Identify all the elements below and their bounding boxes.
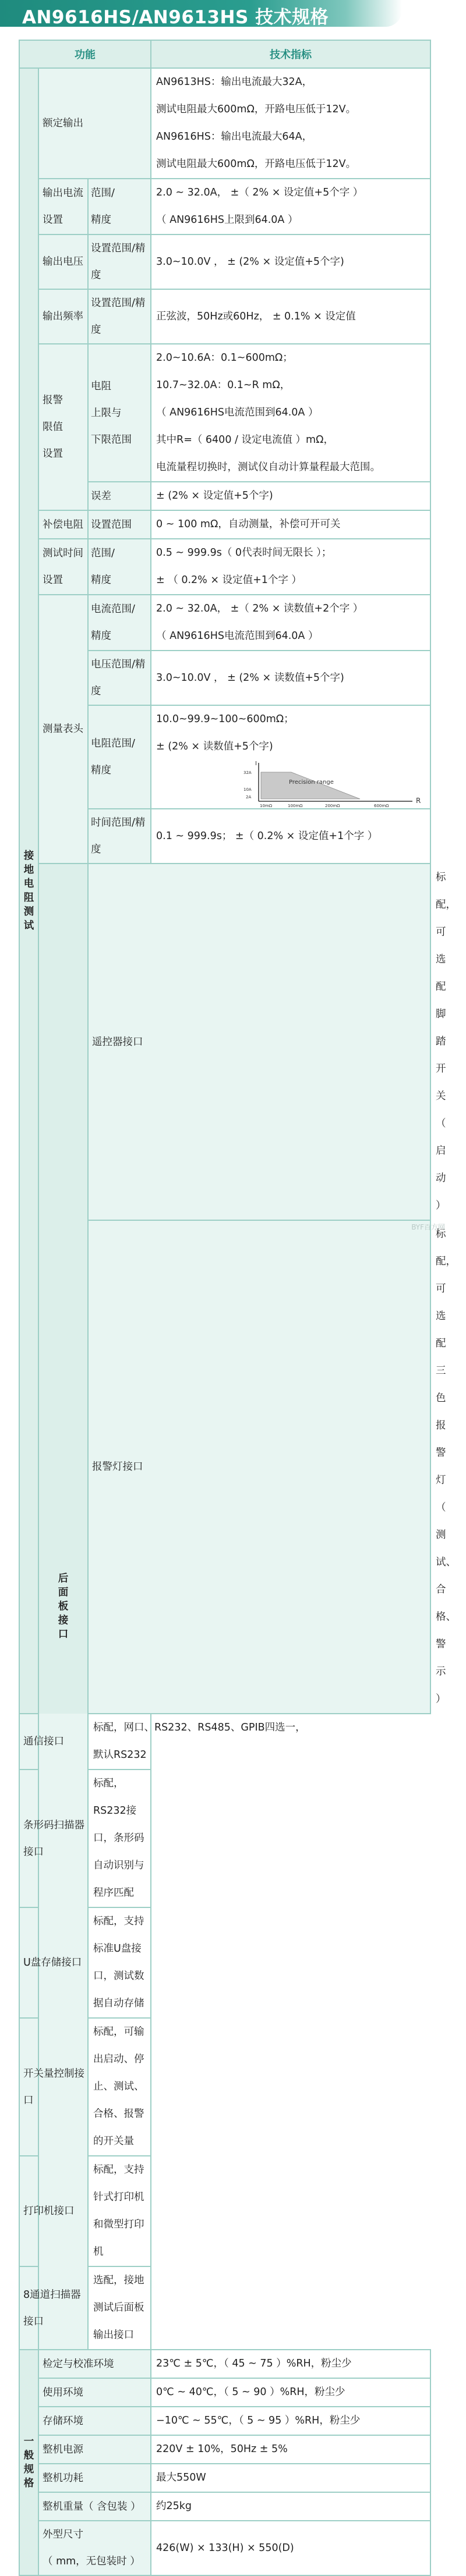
plot-x-tick: 200mΩ bbox=[325, 804, 340, 808]
sub-label-voltage: 设置范围/精度 bbox=[88, 234, 151, 289]
sub-label-meter-voltage: 电压范围/精度 bbox=[88, 651, 151, 705]
table-row: 后面板接口 遥控器接口 标配，可选配脚踏开关（ 启动 ） bbox=[19, 864, 430, 1220]
table-row bbox=[19, 344, 430, 482]
rear-label: 遥控器接口 bbox=[88, 864, 430, 1220]
table-row bbox=[19, 289, 430, 344]
rear-value: 标配，支持标准U盘接口，测试数据自动存储 bbox=[88, 1907, 151, 2018]
error-value: ± (2% × 设定值+5个字) bbox=[151, 482, 430, 510]
table-row bbox=[19, 510, 430, 539]
general-label: 检定与校准环境 bbox=[38, 2350, 151, 2378]
general-value: 最大550W bbox=[151, 2464, 430, 2492]
general-label: 存储环境 bbox=[38, 2407, 151, 2435]
table-row bbox=[19, 2266, 430, 2350]
table-row bbox=[19, 539, 430, 595]
table-row bbox=[19, 68, 430, 179]
plot-x-tick: 10mΩ bbox=[260, 804, 273, 808]
sub-label-time: 范围/ 精度 bbox=[88, 539, 151, 595]
sub-label-meter-resistance: 电阻范围/ 精度 bbox=[88, 705, 151, 809]
rear-label: 打印机接口 bbox=[19, 2156, 88, 2266]
header-function: 功能 bbox=[19, 40, 151, 68]
table-row bbox=[19, 2435, 430, 2464]
sub-label-comp: 设置范围 bbox=[88, 510, 151, 539]
rear-label: 通信接口 bbox=[19, 1714, 88, 1770]
section-rear: 后面板接口 bbox=[38, 864, 88, 2350]
sub-label-alarm: 电阻 上限与 下限范围 bbox=[88, 344, 151, 482]
rear-label: 报警灯接口 bbox=[88, 1220, 430, 1714]
plot-x-tick: 600mΩ bbox=[374, 804, 389, 808]
table-header bbox=[19, 40, 430, 68]
row-label-alarm: 报警 限值 设置 bbox=[38, 344, 88, 510]
table-row bbox=[19, 2350, 430, 2378]
rear-value: 选配，接地测试后面板输出接口 bbox=[88, 2266, 151, 2350]
table-row bbox=[19, 1907, 430, 2018]
voltage-value: 3.0~10.0V ， ± (2% × 设定值+5个字) bbox=[151, 234, 430, 289]
table-row bbox=[19, 234, 430, 289]
general-label: 整机电源 bbox=[38, 2435, 151, 2464]
sub-label-meter-current: 电流范围/ 精度 bbox=[88, 595, 151, 651]
rear-value: 标配，RS232接口，条形码自动识别与程序匹配 bbox=[88, 1770, 151, 1907]
table-row: 报警灯接口 标配，可选配三色报警灯（ 测试、合格、警示 ） bbox=[19, 1220, 430, 1714]
watermark: BYF百方网 bbox=[411, 1223, 445, 1231]
general-label: 使用环境 bbox=[38, 2378, 151, 2407]
general-value: −10℃ ~ 55℃，（ 5 ~ 95 ）%RH，粉尘少 bbox=[151, 2407, 430, 2435]
table-row bbox=[19, 2492, 430, 2521]
header-spec: 技术指标 bbox=[151, 40, 430, 68]
meter-voltage-value: 3.0~10.0V ， ± (2% × 读数值+5个字) bbox=[151, 651, 430, 705]
table-row bbox=[19, 2018, 430, 2156]
rear-label: 条形码扫描器接口 bbox=[19, 1770, 88, 1907]
general-value: 约25kg bbox=[151, 2492, 430, 2521]
rear-label: 开关量控制接口 bbox=[19, 2018, 88, 2156]
table-row bbox=[19, 2464, 430, 2492]
rated-output-value: AN9613HS：输出电流最大32A， 测试电阻最大600mΩ，开路电压低于12V。 AN9616HS：输出电流最大64A， 测试电阻最大600mΩ，开路电压低于12V。 bbox=[151, 68, 430, 179]
table-row bbox=[19, 2156, 430, 2266]
rear-label: U盘存储接口 bbox=[19, 1907, 88, 2018]
general-label: 外型尺寸 （ mm，无包装时 ） bbox=[38, 2521, 151, 2575]
section-ground: 接地电阻测试 bbox=[19, 68, 38, 1714]
row-label-voltage: 输出电压 bbox=[38, 234, 88, 289]
general-value: 23℃ ± 5℃，（ 45 ~ 75 ）%RH，粉尘少 bbox=[151, 2350, 430, 2378]
general-value: 220V ± 10%，50Hz ± 5% bbox=[151, 2435, 430, 2464]
row-label-comp: 补偿电阻 bbox=[38, 510, 88, 539]
meter-time-value: 0.1 ~ 999.9s； ±（ 0.2% × 设定值+1个字 ） bbox=[151, 809, 430, 864]
plot-region-label: Precision range bbox=[289, 779, 334, 786]
plot-y-tick: 32A bbox=[243, 770, 252, 775]
section-general: 一般规格 bbox=[19, 2350, 38, 2575]
rear-label: 8通道扫描器接口 bbox=[19, 2266, 88, 2350]
sub-label-error: 误差 bbox=[88, 482, 151, 510]
table-row bbox=[19, 1770, 430, 1907]
alarm-value: 2.0~10.6A：0.1~600mΩ； 10.7~32.0A：0.1~R mΩ， （ AN9616HS电流范围到64.0A ） 其中R=（ 6400 / 设定电流值 ）mΩ， 电流量程切换时，测试仪自动计算量程最大范围。 bbox=[151, 344, 430, 482]
row-label-meter: 测量表头 bbox=[38, 595, 88, 864]
page-title: AN9616HS/AN9613HS 技术规格 bbox=[22, 7, 329, 28]
meter-current-value: 2.0 ~ 32.0A， ±（ 2% × 读数值+2个字 ） （ AN9616HS电流范围到64.0A ） bbox=[151, 595, 430, 651]
time-value: 0.5 ~ 999.9s（ 0代表时间无限长 ）； ± （ 0.2% × 设定值+1个字 ） bbox=[151, 539, 430, 595]
plot-y-tick: 10A bbox=[243, 787, 252, 792]
rear-value: 标配，可输出启动、停止、测试、合格、报警的开关量 bbox=[88, 2018, 151, 2156]
meter-resistance-value: 10.0~99.9~100~600mΩ； ± (2% × 读数值+5个字) I R 32A 10A 2A 10mΩ 100mΩ 200mΩ 600mΩ Precision range bbox=[151, 705, 430, 809]
sub-label-meter-time: 时间范围/精度 bbox=[88, 809, 151, 864]
general-label: 整机重量（ 含包装 ） bbox=[38, 2492, 151, 2521]
title-banner bbox=[0, 0, 402, 27]
table-row bbox=[19, 179, 430, 234]
row-label-time: 测试时间 设置 bbox=[38, 539, 88, 595]
comp-value: 0 ~ 100 mΩ，自动测量，补偿可开可关 bbox=[151, 510, 430, 539]
row-label-rated: 额定输出 bbox=[38, 68, 151, 179]
table-row bbox=[19, 2378, 430, 2407]
rear-value: 标配，支持针式打印机和微型打印机 bbox=[88, 2156, 151, 2266]
current-value: 2.0 ~ 32.0A， ±（ 2% × 设定值+5个字 ） （ AN9616HS上限到64.0A ） bbox=[151, 179, 430, 234]
row-label-current: 输出电流 设置 bbox=[38, 179, 88, 234]
spec-table bbox=[19, 40, 457, 2576]
precision-range-plot bbox=[238, 761, 424, 808]
sub-label-current: 范围/ 精度 bbox=[88, 179, 151, 234]
general-value: 0℃ ~ 40℃，（ 5 ~ 90 ）%RH，粉尘少 bbox=[151, 2378, 430, 2407]
table-row bbox=[19, 2521, 430, 2575]
table-row bbox=[19, 595, 430, 651]
table-row bbox=[19, 1714, 430, 1770]
plot-x-label: R bbox=[416, 797, 421, 805]
row-label-frequency: 输出频率 bbox=[38, 289, 88, 344]
plot-y-tick: 2A bbox=[246, 795, 252, 800]
precision-range-region bbox=[261, 772, 360, 799]
rear-value: 标配，网口、RS232、RS485、GPIB四选一， 默认RS232 bbox=[88, 1714, 151, 1770]
table-row bbox=[19, 2407, 430, 2435]
general-label: 整机功耗 bbox=[38, 2464, 151, 2492]
general-value: 426(W) × 133(H) × 550(D) bbox=[151, 2521, 430, 2575]
sub-label-frequency: 设置范围/精度 bbox=[88, 289, 151, 344]
plot-x-tick: 100mΩ bbox=[288, 804, 303, 808]
plot-y-label: I bbox=[255, 761, 257, 767]
frequency-value: 正弦波，50Hz或60Hz， ± 0.1% × 设定值 bbox=[151, 289, 430, 344]
